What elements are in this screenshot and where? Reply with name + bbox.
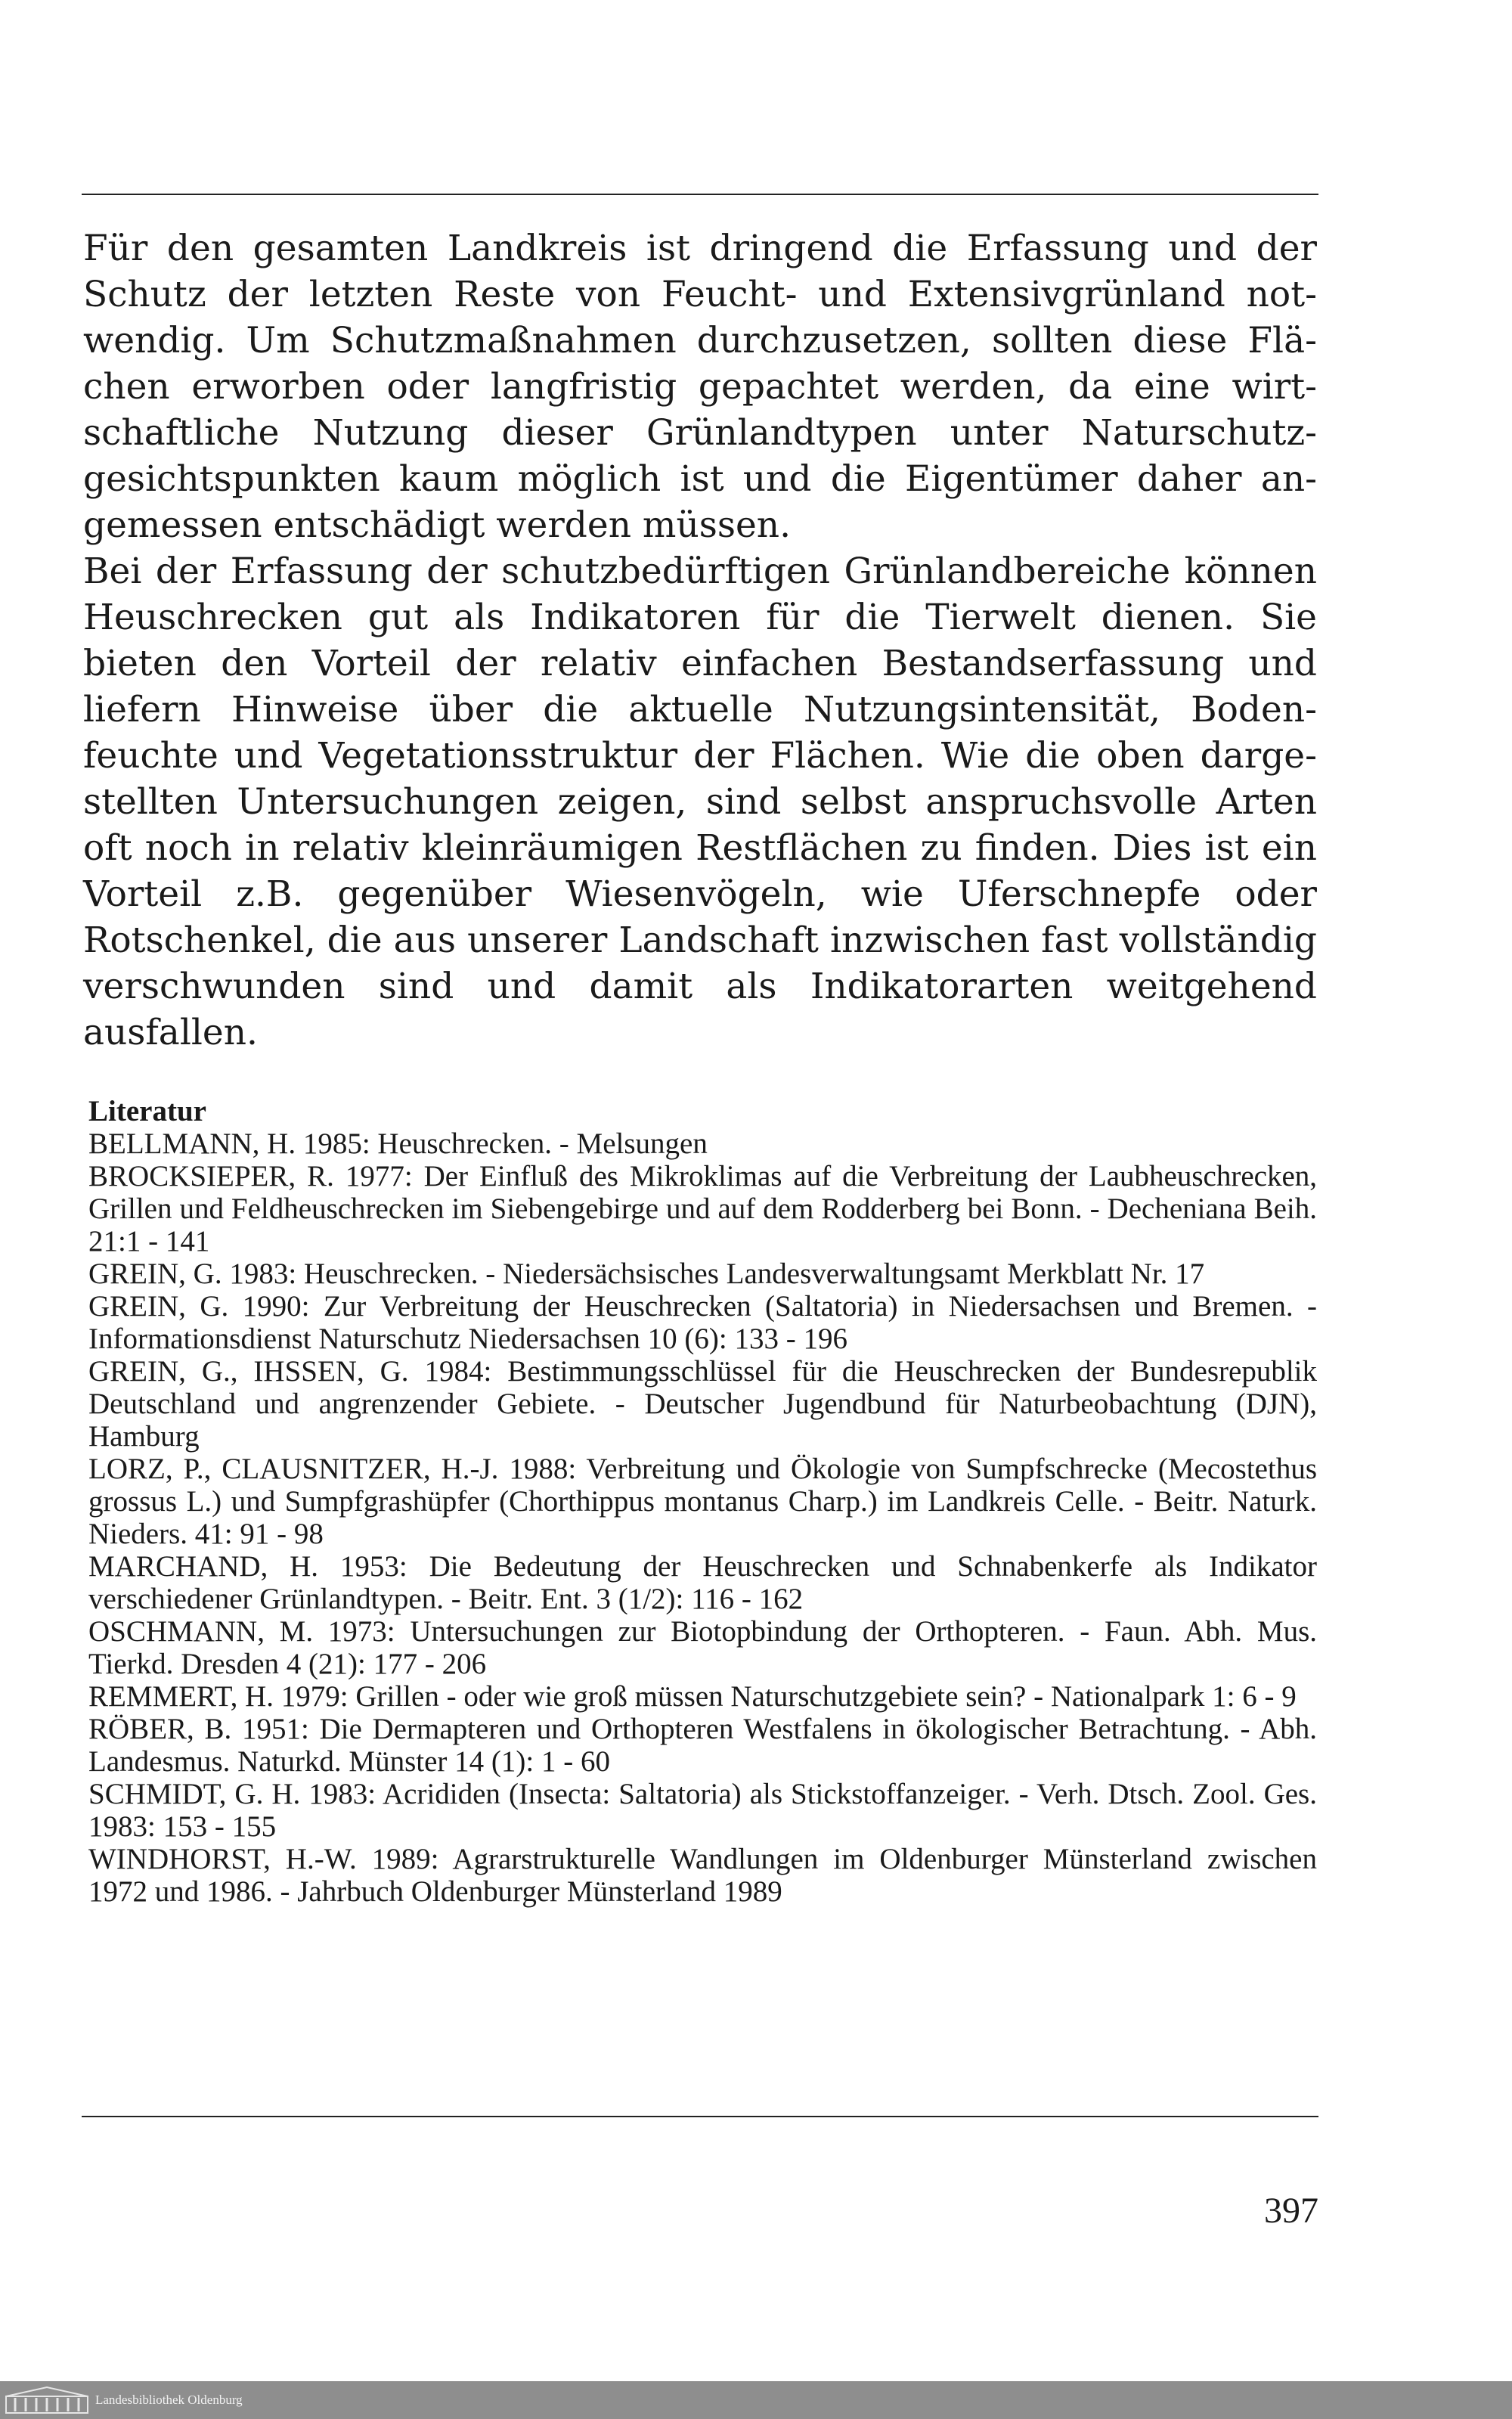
reference-entry: RÖBER, B. 1951: Die Dermapteren und Orthopteren Westfalens in ökologischer Betrachtung. - Abh. Landesmus. Naturkd. Münster 14 (1): 1 - 60 [88,1713,1317,1778]
reference-entry: GREIN, G., IHSSEN, G. 1984: Bestimmungsschlüssel für die Heuschrecken der Bundesrepublik Deutschland und angrenzender Gebiete. - Deutscher Jugendbund für Naturbeobachtung (DJN), Hamburg [88,1355,1317,1453]
library-building-icon [5,2386,89,2414]
top-rule [82,194,1318,195]
library-footer-bar [0,2381,1512,2419]
literature-heading: Literatur [88,1095,206,1127]
library-name: Landesbibliothek Oldenburg [95,2393,243,2407]
reference-entry: BELLMANN, H. 1985: Heuschrecken. - Melsungen [88,1127,708,1160]
bottom-rule [82,2116,1318,2117]
reference-entry: MARCHAND, H. 1953: Die Bedeutung der Heuschrecken und Schnabenkerfe als Indikator verschiedener Grünlandtypen. - Beitr. Ent. 3 (1/2): 116 - 162 [88,1550,1317,1615]
reference-entry: GREIN, G. 1983: Heuschrecken. - Niedersächsisches Landesverwaltungsamt Merkblatt Nr. 17 [88,1258,1205,1290]
reference-entry: REMMERT, H. 1979: Grillen - oder wie groß müssen Naturschutzgebiete sein? - Nationalpark 1: 6 - 9 [88,1680,1297,1713]
body-paragraph: Bei der Erfassung der schutzbedürftigen Grünlandbereiche können Heuschrecken gut als Indikatoren für die Tierwelt dienen. Sie bieten den Vorteil der relativ einfachen Bestandserfassung und liefern Hinweise über die aktuelle Nutzungsintensität, Bodenfeuchte und Vegetationsstruktur der Flächen. Wie die oben dargestellten Untersuchungen zeigen, sind selbst anspruchsvolle Arten oft noch in relativ kleinräumigen Restflächen zu finden. Dies ist ein Vorteil z.B. gegenüber Wiesenvögeln, wie Uferschnepfe oder Rotschenkel, die aus unserer Landschaft inzwischen fast vollständig verschwunden sind und damit als Indikatorarten weitgehend ausfallen. [83,550,1317,1053]
body-paragraph: Für den gesamten Landkreis ist dringend die Erfassung und der Schutz der letzten Reste von Feucht- und Extensivgrünland notwendig. Um Schutzmaßnahmen durchzusetzen, sollten diese Flächen erworben oder langfristig gepachtet werden, da eine wirtschaftliche Nutzung dieser Grünlandtypen unter Naturschutzgesichtspunkten kaum möglich ist und die Eigentümer daher angemessen entschädigt werden müssen. [83,228,1317,546]
body-text [83,225,1317,1056]
reference-entry: OSCHMANN, M. 1973: Untersuchungen zur Biotopbindung der Orthopteren. - Faun. Abh. Mus. Tierkd. Dresden 4 (21): 177 - 206 [88,1615,1317,1680]
reference-entry: BROCKSIEPER, R. 1977: Der Einfluß des Mikroklimas auf die Verbreitung der Laubheuschrecken, Grillen und Feldheuschrecken im Siebengebirge und auf dem Rodderberg bei Bonn. - Decheniana Beih. 21:1 - 141 [88,1160,1317,1258]
literature-section [88,1095,1317,1908]
page-number: 397 [1264,2191,1318,2231]
reference-entry: GREIN, G. 1990: Zur Verbreitung der Heuschrecken (Saltatoria) in Niedersachsen und Bremen. - Informationsdienst Naturschutz Niedersachsen 10 (6): 133 - 196 [88,1290,1317,1355]
reference-entry: SCHMIDT, G. H. 1983: Acrididen (Insecta: Saltatoria) als Stickstoffanzeiger. - Verh. Dtsch. Zool. Ges. 1983: 153 - 155 [88,1778,1317,1843]
reference-entry: LORZ, P., CLAUSNITZER, H.-J. 1988: Verbreitung und Ökologie von Sumpfschrecke (Mecostethus grossus L.) und Sumpfgrashüpfer (Chorthippus montanus Charp.) im Landkreis Celle. - Beitr. Naturk. Nieders. 41: 91 - 98 [88,1453,1317,1550]
reference-entry: WINDHORST, H.-W. 1989: Agrarstrukturelle Wandlungen im Oldenburger Münsterland zwischen 1972 und 1986. - Jahrbuch Oldenburger Münsterland 1989 [88,1843,1317,1908]
